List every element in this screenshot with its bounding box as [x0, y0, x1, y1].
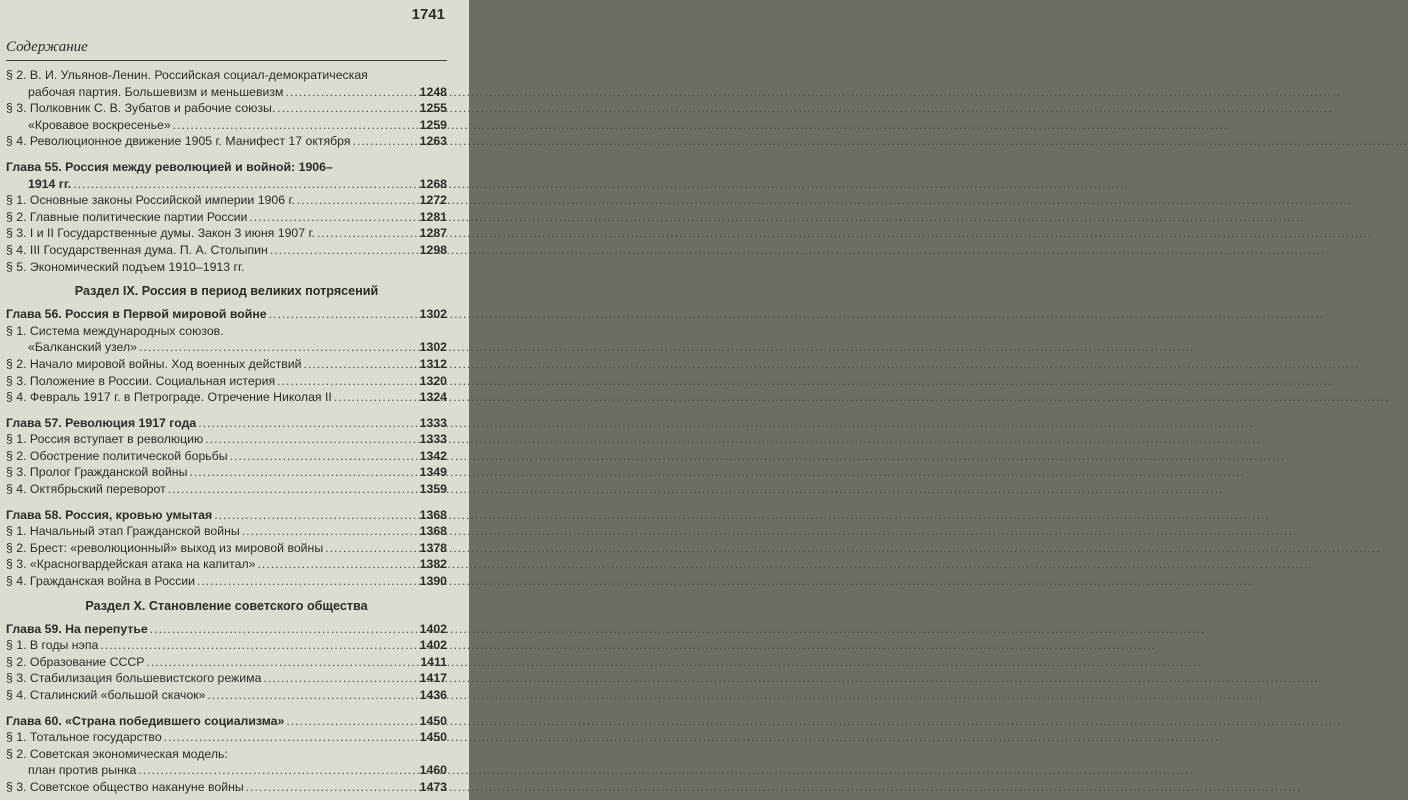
entry-title: Глава 60. «Страна победившего социализма»	[6, 713, 285, 728]
dot-leader	[286, 713, 417, 730]
dot-leader	[353, 133, 418, 150]
chapter-entry	[6, 159, 447, 176]
page-ref: 1298	[419, 242, 447, 257]
toc-item	[6, 729, 447, 746]
toc-item	[6, 573, 447, 590]
entry-title: § 1. Основные законы Российской империи 1906 г.	[6, 193, 295, 208]
dot-leader	[257, 556, 417, 573]
entry-title: § 4. Октябрьский переворот	[6, 482, 166, 497]
entry-title: § 3. Стабилизация большевистского режима	[6, 671, 262, 686]
page-ref: 1359	[419, 482, 447, 497]
toc-block	[6, 159, 447, 275]
chapter-entry	[6, 507, 447, 524]
dot-leader	[139, 339, 418, 356]
running-head: Содержание	[6, 39, 88, 55]
page-ref: 1342	[419, 448, 447, 463]
toc-item	[6, 687, 447, 704]
toc-block	[6, 621, 447, 704]
entry-title: план против рынка	[28, 763, 137, 778]
entry-title: § 4. Сталинский «большой скачок»	[6, 688, 206, 702]
page-ref: 1460	[419, 763, 447, 778]
dot-leader	[249, 209, 417, 226]
toc-item	[6, 779, 447, 796]
dot-leader	[242, 523, 418, 540]
toc-item	[6, 242, 447, 259]
page-ref: 1259	[419, 117, 447, 132]
toc-item	[6, 431, 447, 448]
dot-leader	[197, 573, 418, 590]
page-ref: 1312	[419, 356, 447, 371]
toc-block	[6, 507, 447, 590]
chapter-entry	[6, 415, 447, 432]
toc-item	[6, 637, 447, 654]
page-ref: 1378	[419, 540, 447, 555]
chapter-entry	[6, 621, 447, 638]
dot-leader	[138, 762, 417, 779]
page-ref: 1411	[420, 654, 447, 669]
dot-leader	[334, 389, 418, 406]
page-ref: 1473	[419, 779, 447, 794]
dot-leader	[277, 373, 418, 390]
dot-leader	[246, 779, 418, 796]
toc-item	[6, 556, 447, 573]
entry-title: § 3. Положение в России. Социальная истерия	[6, 373, 276, 388]
toc-item	[6, 67, 447, 84]
dot-leader	[270, 242, 418, 259]
page-ref: 1268	[419, 176, 447, 191]
dot-leader	[198, 415, 417, 432]
toc-item	[6, 464, 447, 481]
toc-item	[6, 448, 447, 465]
toc-item	[6, 373, 447, 390]
toc-item	[6, 540, 447, 557]
entry-title: § 2. Начало мировой войны. Ход военных действий	[6, 356, 302, 371]
page-ref: 1320	[419, 373, 447, 388]
entry-title: § 1. Россия вступает в революцию	[6, 432, 204, 447]
page-ref: 1324	[419, 390, 447, 405]
entry-title: «Кровавое воскресенье»	[28, 117, 171, 132]
entry-title: § 1. В годы нэпа	[6, 638, 99, 653]
dot-leader	[297, 192, 418, 209]
entry-title: § 4. Февраль 1917 г. в Петрограде. Отречение Николая II	[6, 390, 332, 405]
book-page	[0, 0, 469, 800]
entry-title: § 2. Брест: «революционный» выход из мировой войны	[6, 540, 324, 555]
page-ref: 1450	[419, 713, 447, 728]
page-ref: 1302	[419, 307, 447, 322]
dot-leader	[205, 431, 417, 448]
toc-item-continued	[6, 117, 447, 134]
toc-block	[6, 306, 447, 406]
page-ref: 1436	[419, 688, 447, 702]
entry-title: § 3. Пролог Гражданской войны	[6, 465, 188, 480]
toc-item	[6, 356, 447, 373]
page-number: 1741	[411, 6, 445, 23]
entry-title: § 3. I и II Государственные думы. Закон 3 июня 1907 г.	[6, 226, 315, 241]
dot-leader	[164, 729, 418, 746]
entry-title: § 2. В. И. Ульянов-Ленин. Российская социал-демократическая	[6, 68, 368, 82]
entry-title: § 2. Обострение политической борьбы	[6, 448, 228, 463]
toc-item	[6, 389, 447, 406]
entry-title: § 4. Гражданская война в России	[6, 574, 195, 589]
entry-title: Глава 56. Россия в Первой мировой войне	[6, 307, 267, 322]
dot-leader	[168, 481, 418, 498]
dot-leader	[73, 176, 417, 193]
entry-title: § 3. «Красногвардейская атака на капитал»	[6, 557, 256, 572]
toc-item	[6, 259, 447, 276]
page-ref: 1281	[419, 209, 447, 224]
page-ref: 1302	[419, 340, 447, 355]
toc-item	[6, 133, 447, 150]
toc-item-continued	[6, 339, 447, 356]
page-ref: 1248	[419, 84, 447, 99]
entry-title: § 3. Полковник С. В. Зубатов и рабочие союзы.	[6, 101, 276, 116]
page-ref: 1368	[419, 507, 447, 522]
page-ref: 1287	[419, 226, 447, 241]
entry-title: § 1. Система международных союзов.	[6, 323, 224, 338]
toc-item	[6, 323, 447, 340]
toc-item	[6, 654, 447, 671]
toc-block	[6, 713, 447, 796]
toc-item	[6, 523, 447, 540]
dot-leader	[263, 670, 417, 687]
dot-leader	[189, 464, 417, 481]
entry-title: 1914 гг.	[28, 176, 72, 191]
dot-leader	[173, 117, 418, 134]
dot-leader	[317, 225, 418, 242]
page-header	[6, 4, 447, 60]
entry-title: Глава 55. Россия между революцией и войной: 1906–	[6, 159, 333, 174]
toc-item	[6, 481, 447, 498]
page-ref: 1255	[419, 101, 447, 116]
page-ref: 1368	[419, 524, 447, 539]
toc-item	[6, 209, 447, 226]
page-ref: 1333	[419, 432, 447, 447]
entry-title: § 5. Экономический подъем 1910–1913 гг.	[6, 259, 245, 274]
chapter-entry	[6, 306, 447, 323]
entry-title: Глава 57. Революция 1917 года	[6, 415, 197, 430]
page-ref: 1333	[419, 415, 447, 430]
chapter-entry-continued	[6, 176, 447, 193]
dot-leader	[150, 621, 418, 638]
dot-leader	[325, 540, 417, 557]
page-ref: 1402	[419, 621, 447, 636]
entry-title: Глава 58. Россия, кровью умытая	[6, 507, 213, 522]
dot-leader	[304, 356, 418, 373]
dot-leader	[208, 687, 418, 704]
entry-title: § 4. Революционное движение 1905 г. Манифест 17 октября	[6, 134, 351, 149]
header-rule	[6, 60, 447, 61]
section-heading: Раздел IX. Россия в период великих потрясений	[74, 284, 379, 299]
toc-item-continued	[6, 84, 447, 101]
dot-leader	[277, 100, 417, 117]
dot-leader	[100, 637, 417, 654]
entry-title: «Балканский узел»	[28, 340, 137, 355]
page-ref: 1263	[419, 134, 447, 149]
toc-item	[6, 670, 447, 687]
toc-item-continued	[6, 762, 447, 779]
page-ref: 1402	[419, 638, 447, 653]
table-of-contents	[6, 67, 447, 796]
toc-item	[6, 192, 447, 209]
toc-item	[6, 225, 447, 242]
dot-leader	[214, 507, 417, 524]
entry-title: § 4. III Государственная дума. П. А. Столыпин	[6, 242, 268, 257]
toc-item	[6, 746, 447, 763]
entry-title: рабочая партия. Большевизм и меньшевизм	[28, 84, 284, 99]
entry-title: § 3. Советское общество накануне войны	[6, 779, 244, 794]
toc-item	[6, 100, 447, 117]
page-ref: 1390	[419, 574, 447, 589]
page-ref: 1349	[419, 465, 447, 480]
dot-leader	[269, 306, 418, 323]
entry-title: Глава 59. На перепутье	[6, 621, 148, 636]
entry-title: § 2. Образование СССР	[6, 654, 145, 669]
page-ref: 1272	[419, 193, 447, 208]
page-ref: 1450	[419, 730, 447, 745]
section-heading: Раздел X. Становление советского общества	[85, 598, 368, 613]
entry-title: § 2. Советская экономическая модель:	[6, 746, 228, 761]
chapter-entry	[6, 713, 447, 730]
entry-title: § 1. Начальный этап Гражданской войны	[6, 524, 240, 539]
page-ref: 1382	[419, 557, 447, 572]
page-ref: 1417	[419, 671, 447, 686]
toc-block	[6, 415, 447, 498]
dot-leader	[230, 448, 418, 465]
dot-leader	[285, 84, 417, 101]
toc-block	[6, 67, 447, 150]
entry-title: § 1. Тотальное государство	[6, 730, 162, 745]
entry-title: § 2. Главные политические партии России	[6, 209, 248, 224]
dot-leader	[146, 654, 418, 671]
